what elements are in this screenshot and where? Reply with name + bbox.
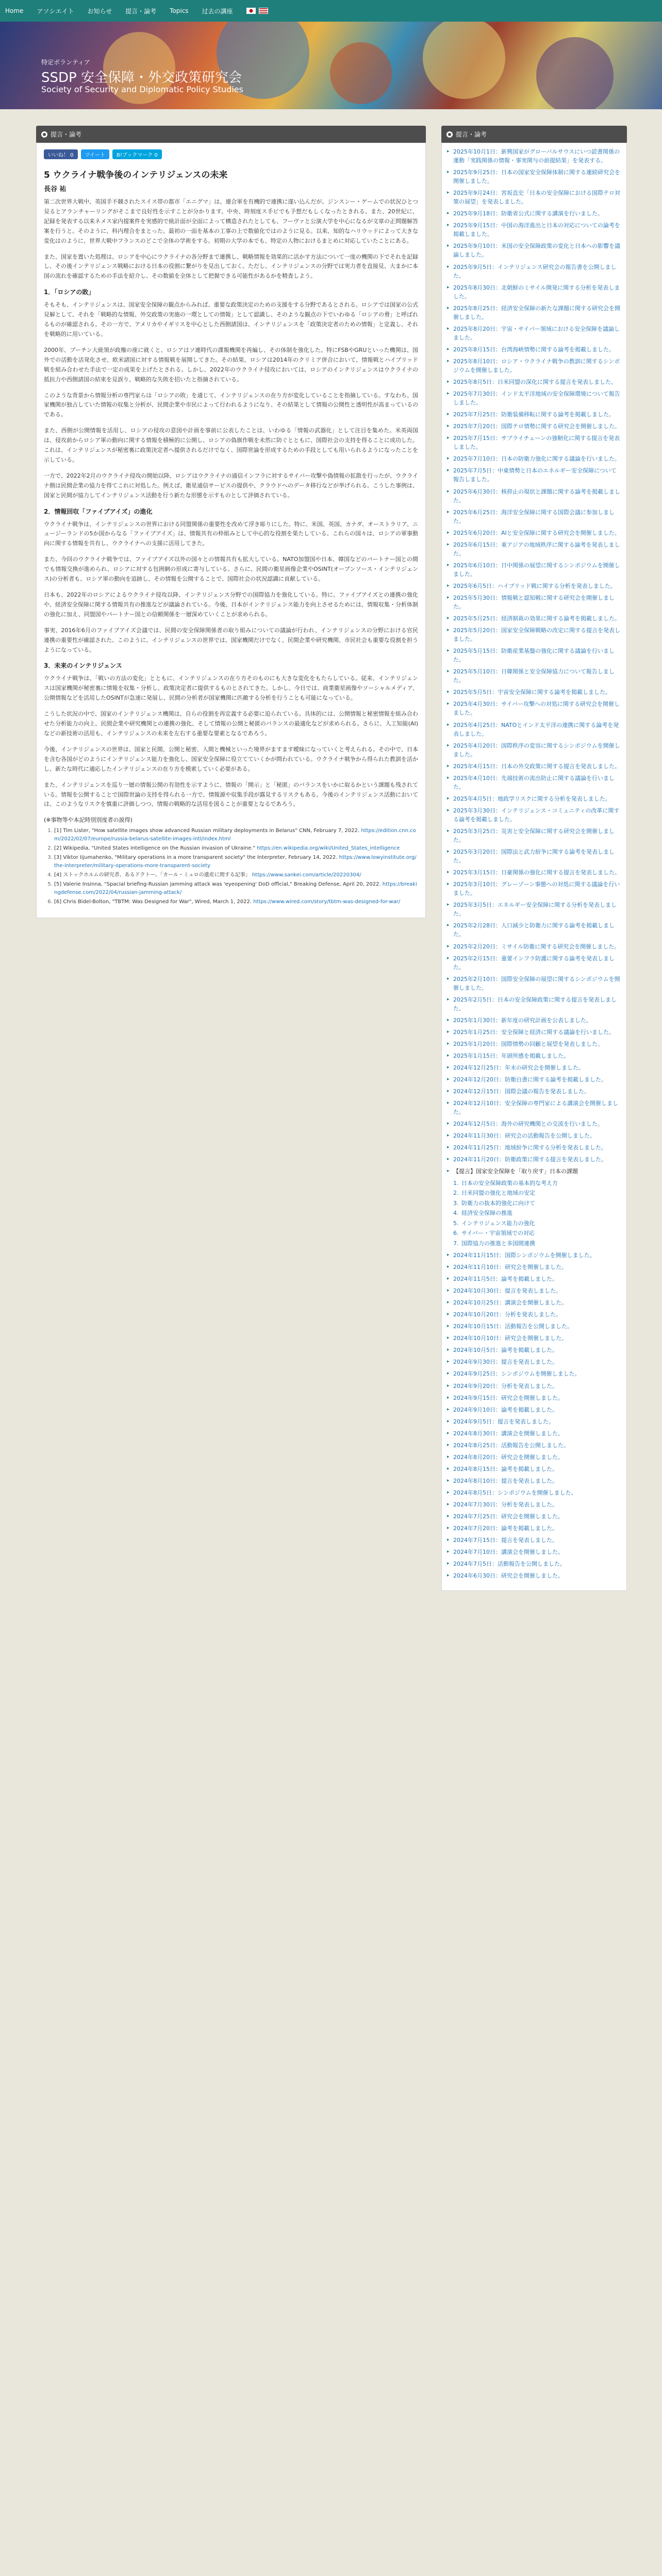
sidebar-news-item[interactable]: ▸ 2025年5月25日：経済制裁の効果に関する論考を掲載しました。 <box>447 614 621 623</box>
sidebar-news-item[interactable]: ▸ 2024年10月25日：講演会を開催しました。 <box>447 1298 621 1307</box>
sidebar-news-item[interactable]: ▸ 2024年12月10日：安全保障の専門家による講演会を開催しました。 <box>447 1099 621 1116</box>
sidebar-news-item[interactable]: ▸ 2024年11月30日：研究会の活動報告を公開しました。 <box>447 1131 621 1140</box>
section-heading: 3．未来のインテリジェンス <box>44 662 122 670</box>
sidebar-news-item[interactable]: ▸ 2025年6月10日：日中関係の展望に関するシンポジウムを開催しました。 <box>447 561 621 579</box>
article-paragraph: 日本も、2022年のロシアによるウクライナ侵攻以降、インテリジェンス分野での国際協力を強化している。特に、ファイブアイズとの連携の強化や、経済安全保障に関する情報共有の推進などが議論されている。今後、日本がインテリジェンス能力を向上させるためには、情報収集・分析体制の強化に加え、同盟国やパートナー国との信頼関係を一層深めていくことが求められる。 <box>44 591 418 618</box>
reference-item <box>54 854 418 870</box>
sidebar-news-item[interactable]: ▸ 2024年7月30日：分析を発表しました。 <box>447 1500 621 1509</box>
main-panel-header <box>36 126 426 143</box>
article-paragraph: 2000年、プーチン大統領が政権の座に就くと、ロシアはソ連時代の諜報機関を再編し、その体制を強化した。特にFSBやGRUといった機関は、国外での活動を活発化させ、欧米諸国に対する情報戦を展開してきた。その結果、ロシアは2014年のクリミア併合において、情報戦とハイブリッド戦を組み合わせた手法で一定の成果を上げたとされる。しかし、2022年のウクライナ侵攻においては、ロシアのインテリジェンスはウクライナの抵抗力や西側諸国の結束を見誤り、戦略的な失敗を招いたと指摘されている。 <box>44 346 418 383</box>
tweet-button[interactable]: ツイート <box>81 149 110 159</box>
sidebar-news-item[interactable]: ▸ 2025年1月30日：新年度の研究計画を公表しました。 <box>447 1016 621 1025</box>
reference-link[interactable]: https://breakingdefense.com/2022/04/russian-jamming-attack/ <box>54 882 417 896</box>
share-buttons <box>44 149 418 159</box>
reference-text: [3] Viktor Iijumahenko, "Military operations in a more transparent society" the Interpreter, February 14, 2022. <box>54 855 338 861</box>
sidebar-panel-header <box>441 126 627 143</box>
reference-link[interactable]: https://edition.cnn.com/2022/02/07/europe/russia-belarus-satellite-images-intl/index.html <box>54 828 416 842</box>
article-author: 長谷 祐 <box>44 185 67 193</box>
article-paragraph: ウクライナ戦争は、「戦いの方法の変化」とともに、インテリジェンスの在り方そのものにも大きな変化をもたらしている。従来、インテリジェンスは国家機関が秘密裏に情報を収集・分析し、政策決定者に提供するものとされてきた。しかし、今日では、商業衛星画像やソーシャルメディア、公開情報などを活用したOSINTが急速に発展し、民間の分析者が国家機関に匹敵する分析を行うことも可能になっている。 <box>44 675 418 702</box>
article-paragraph: そもそも、インテリジェンスは、国家安全保障の観点からみれば、重要な政策決定のための支援をする分野であるとされる。ロシアでは国家の公式見解として、それを「戦略的な情報、外交政策の実施の一環としての情報」として認識し、そのような観点の下でいわゆる「ロシアの脅」と呼ばれるものが確認される。その一方で、アメリカやイギリスを中心とした西側諸国は、インテリジェンスを「政策決定者のための情報」と定義し、それを戦略的に用いている。 <box>44 301 418 337</box>
sidebar-news-item[interactable]: ▸ 2024年7月25日：研究会を開催しました。 <box>447 1512 621 1521</box>
related-list <box>460 1179 621 1248</box>
sidebar-news-item[interactable]: ▸ 2025年4月5日：地政学リスクに関する分析を発表しました。 <box>447 794 621 803</box>
article-paragraph: このような背景から情報分析の専門家らは「ロシアの敗」を通じて、インテリジェンスの在り方が変化していることを指摘している。すなわち、国家機関が独占していた情報の収集と分析が、民間企業や市民によって行われるようになり、その結果として情報の公開性と透明性が高まっているのである。 <box>44 392 418 418</box>
article-paragraph: こうした状況の中で、国家のインテリジェンス機関は、自らの役割を再定義する必要に迫られている。具体的には、公開情報と秘密情報を組み合わせた分析能力の向上、民間企業や研究機関との連携の強化、そして情報の公開と秘匿のバランスの最適化などが求められる。さらに、人工知能(AI)などの新技術の活用も、インテリジェンスの未来を左右する重要な要素となるであろう。 <box>44 710 418 737</box>
main-column <box>36 126 426 918</box>
nav-item-2[interactable]: お知らせ <box>87 7 112 15</box>
sidebar-news-item[interactable]: ▸ 2025年2月10日：国際安全保障の展望に関するシンポジウムを開催しました。 <box>447 975 621 992</box>
sidebar-news-item[interactable]: ▸ 2025年3月15日：日豪関係の強化に関する提言を発表しました。 <box>447 868 621 877</box>
sidebar-news-item[interactable]: ▸ 2025年9月25日：日本の国家安全保障体制に関する連続研究会を開催しました。 <box>447 168 621 185</box>
reference-item <box>54 880 418 897</box>
sidebar-news-item[interactable]: ▸ 2025年2月15日：重要インフラ防護に関する論考を発表しました。 <box>447 954 621 972</box>
sidebar-news-item[interactable]: ▸ 2025年6月5日：ハイブリッド戦に関する分析を発表しました。 <box>447 582 621 590</box>
sidebar-news-item[interactable]: ▸ 2025年3月30日：インテリジェンス・コミュニティの改革に関する論考を掲載しました。 <box>447 806 621 824</box>
nav-item-0[interactable]: Home <box>5 7 24 14</box>
sidebar-news-item[interactable]: ▸ 2025年8月15日：台湾海峡情勢に関する論考を掲載しました。 <box>447 345 621 354</box>
sidebar-news-item[interactable]: ▸ 2025年3月20日：国際法と武力紛争に関する論考を発表しました。 <box>447 848 621 865</box>
sidebar-related-block <box>447 1167 621 1176</box>
sidebar-news-item[interactable]: ▸ 2024年10月10日：研究会を開催しました。 <box>447 1334 621 1343</box>
sidebar-news-item[interactable]: ▸ 2024年10月5日：論考を掲載しました。 <box>447 1346 621 1354</box>
related-item[interactable]: 2. 日米同盟の強化と地域の安定 <box>460 1189 621 1198</box>
related-item[interactable]: 5. インテリジェンス能力の強化 <box>460 1219 621 1228</box>
nav-item-3[interactable]: 提言・論考 <box>125 7 157 15</box>
sidebar-news-item[interactable]: ▸ 2024年9月15日：研究会を開催しました。 <box>447 1394 621 1402</box>
jp-flag-icon[interactable] <box>246 8 256 14</box>
sidebar-news-item[interactable]: ▸ 2025年4月15日：日本の外交政策に関する提言を発表しました。 <box>447 762 621 771</box>
sidebar-news-item[interactable]: ▸ 2025年4月20日：国際秩序の変容に関するシンポジウムを開催しました。 <box>447 741 621 759</box>
article-paragraph: また、国家を置いた処理は、ロシアを中心にウクライナの各分野まで連携し、戦略情報を効果的に活かす方法について一度の機関の下でそれを記録し、その後インテリジェンス戦略における日本の役割に繋がりを見出しておく。ただし、インテリジェンスの分野では実力者を直接見、大まかに本国の流れを確認するための手法を紹介し、その数値を全体として把握できる可能性があるかを精査しよう。 <box>44 253 418 280</box>
bullet-circle-icon <box>41 131 47 138</box>
hatena-bookmark-button[interactable]: B!ブックマーク 0 <box>112 149 162 159</box>
reference-link[interactable]: https://www.wired.com/story/tbtm-was-designed-for-war/ <box>253 899 401 905</box>
top-navbar <box>0 0 662 22</box>
reference-item <box>54 844 418 853</box>
sidebar-news-item[interactable]: ▸ 2025年9月10日：米国の安全保障政策の変化と日本への影響を議論しました。 <box>447 242 621 259</box>
sidebar-news-item[interactable]: ▸ 2025年9月24日：宮坂直史「日本の安全保障における国際テロ対策の展望」を発表しました。 <box>447 189 621 206</box>
sidebar-news-item[interactable]: ▸ 2024年9月30日：提言を発表しました。 <box>447 1358 621 1366</box>
sidebar-news-item[interactable]: ▸ 2025年8月25日：経済安全保障の新たな課題に関する研究会を開催しました。 <box>447 304 621 321</box>
sidebar-news-item[interactable]: ▸ 2024年8月30日：講演会を開催しました。 <box>447 1429 621 1438</box>
article-paragraph: 一方で、2022年2月のウクライナ侵攻の開始以降、ロシアはウクライナの通信インフラに対するサイバー攻撃や偽情報の拡散を行ったが、ウクライナ側は民間企業の協力を得てこれに対処した。例えば、衛星通信サービスの提供や、クラウドへのデータ移行などが挙げられる。こうした事例は、国家と民間が協力してインテリジェンス活動を行う新たな形態を示すものとして評価されている。 <box>44 472 418 499</box>
nav-item-4[interactable]: Topics <box>170 7 189 14</box>
facebook-like-button[interactable]: いいね！ 0 <box>44 149 78 159</box>
sidebar-news-item[interactable]: ▸ 2024年12月15日：国際会議の報告を発表しました。 <box>447 1087 621 1096</box>
sidebar-news-item[interactable]: ▸ 2025年7月15日：サプライチェーンの強靭化に関する提言を発表しました。 <box>447 434 621 451</box>
sidebar-news-item[interactable]: ▸ 2025年5月5日：宇宙安全保障に関する論考を掲載しました。 <box>447 688 621 697</box>
sidebar-news-item[interactable]: ▸ 2024年12月25日：年末の研究会を開催しました。 <box>447 1063 621 1072</box>
sidebar-news-item[interactable]: ▸ 2024年8月25日：活動報告を公開しました。 <box>447 1441 621 1450</box>
sidebar-news-item[interactable]: ▸ 2025年10月1日：新興国家がグローバルサウスにいつ読書関係の運動「実践関係の情報・事実関与の前提結果」を発表する。 <box>447 147 621 165</box>
sidebar-news-item[interactable]: ▸ 2025年3月10日：グレーゾーン事態への対処に関する議論を行いました。 <box>447 880 621 897</box>
site-title[interactable]: SSDP 安全保障・外交政策研究会 <box>41 70 242 86</box>
sidebar-news-item[interactable]: ▸ 2025年9月15日：中国の海洋進出と日本の対応についての論考を掲載しました。 <box>447 221 621 239</box>
article-paragraph: また、西側が公開情報を活用し、ロシアの侵攻の意図や計画を事前に公表したことは、いわゆる「情報の武器化」として注目を集めた。米英両国は、侵攻前からロシア軍の動向に関する情報を積極的に公開し、ロシアの偽旗作戦を未然に防ぐとともに、国際社会の支持を得ることに成功した。これは、インテリジェンスが秘密裏に政策決定者へ提供されるだけでなく、国際世論を形成するための手段としても用いられるようになったことを示している。 <box>44 427 418 463</box>
sidebar-news-item[interactable]: ▸ 2025年3月25日：災害と安全保障に関する研究会を開催しました。 <box>447 827 621 844</box>
article-paragraph: 今後、インテリジェンスの世界は、国家と民間、公開と秘密、人間と機械といった境界がますます曖昧になっていくと考えられる。その中で、日本を含む各国がどのようにインテリジェンス能力を強化し、国家安全保障に役立てていくかが問われている。ウクライナ戦争から得られた教訓を活かし、新たな時代に適応したインテリジェンスの在り方を模索していく必要がある。 <box>44 745 418 772</box>
section-heading: 1．「ロシアの敗」 <box>44 289 95 296</box>
sidebar-news-item[interactable]: ▸ 2024年7月10日：講演会を開催しました。 <box>447 1548 621 1556</box>
sidebar-news-item[interactable]: ▸ 2025年8月5日：日米同盟の深化に関する提言を発表しました。 <box>447 378 621 386</box>
related-item[interactable]: 6. サイバー・宇宙領域での対応 <box>460 1229 621 1238</box>
sidebar-news-item[interactable]: ▸ 2024年11月20日：防衛政策に関する提言を発表しました。 <box>447 1155 621 1164</box>
reference-text: [4] ストックホルムの研究者、あるドクトー、「カール・ミュロの遺産に関する記事」 <box>54 872 251 878</box>
sidebar-news-item[interactable]: ▸ 2024年11月25日：地域紛争に関する分析を発表しました。 <box>447 1143 621 1152</box>
sidebar-news-item[interactable]: ▸ 2024年9月5日：提言を発表しました。 <box>447 1417 621 1426</box>
bullet-circle-icon <box>446 131 453 138</box>
sidebar-news-item[interactable]: ▸ 2025年7月5日：中東情勢と日本のエネルギー安全保障について報告しました。 <box>447 466 621 484</box>
sidebar-news-item[interactable]: ▸ 2024年9月20日：分析を発表しました。 <box>447 1382 621 1391</box>
related-item[interactable]: 7. 国際協力の推進と多国間連携 <box>460 1240 621 1248</box>
sidebar-news-item[interactable]: ▸ 2025年4月10日：先端技術の流出防止に関する議論を行いました。 <box>447 774 621 791</box>
sidebar-news-item[interactable]: ▸ 2025年2月5日：日本の安全保障政策に関する提言を発表しました。 <box>447 995 621 1013</box>
sidebar-news-item[interactable]: ▸ 2024年9月25日：シンポジウムを開催しました。 <box>447 1369 621 1378</box>
sidebar-news-item[interactable]: ▸ 2024年8月5日：シンポジウムを開催しました。 <box>447 1488 621 1497</box>
sidebar-news-item[interactable]: ▸ 2024年8月10日：提言を発表しました。 <box>447 1477 621 1485</box>
sidebar-news-item[interactable]: ▸ 2024年9月10日：論考を掲載しました。 <box>447 1405 621 1414</box>
related-item[interactable]: 4. 経済安全保障の推進 <box>460 1209 621 1218</box>
sidebar-news-item[interactable]: ▸ 2025年8月30日：北朝鮮のミサイル開発に関する分析を発表しました。 <box>447 283 621 301</box>
nav-item-1[interactable]: アソシエイト <box>37 7 74 15</box>
sidebar-news-item[interactable]: ▸ 2025年8月10日：ロシア・ウクライナ戦争の教訓に関するシンポジウムを開催しました。 <box>447 357 621 375</box>
hero-banner <box>0 22 662 109</box>
reference-item <box>54 898 418 906</box>
reference-item <box>54 827 418 843</box>
sidebar-news-item[interactable]: ▸ 2025年1月15日：年頭所感を掲載しました。 <box>447 1052 621 1060</box>
sidebar-news-item[interactable]: ▸ 2025年2月20日：ミサイル防衛に関する研究会を開催しました。 <box>447 942 621 951</box>
sidebar-news-item[interactable]: ▸ 2024年11月10日：研究会を開催しました。 <box>447 1263 621 1272</box>
sidebar-news-item[interactable]: ▸ 2025年5月30日：情報戦と認知戦に関する研究会を開催しました。 <box>447 594 621 611</box>
reference-link[interactable]: https://www.lowyinstitute.org/the-interpreter/military-operations-more-transparent-society <box>54 855 417 869</box>
sidebar-news-item[interactable]: ▸ 2024年10月20日：分析を発表しました。 <box>447 1310 621 1319</box>
references-list <box>54 827 418 906</box>
sidebar-news-item[interactable]: ▸ 2025年6月15日：東アジアの地域秩序に関する論考を発表しました。 <box>447 540 621 558</box>
sidebar-news-item[interactable]: ▸ 2024年6月30日：研究会を開催しました。 <box>447 1571 621 1580</box>
sidebar-news-item[interactable]: ▸ 2024年7月5日：活動報告を公開しました。 <box>447 1560 621 1568</box>
sidebar-news-item[interactable]: ▸ 2024年11月5日：論考を掲載しました。 <box>447 1275 621 1283</box>
sidebar-news-item[interactable]: ▸ 2024年10月30日：提言を発表しました。 <box>447 1286 621 1295</box>
sidebar-news-item[interactable]: ▸ 2025年1月25日：安全保障と経済に関する議論を行いました。 <box>447 1028 621 1037</box>
sidebar-news-item[interactable]: ▸ 2025年6月30日：核抑止の現状と課題に関する論考を掲載しました。 <box>447 487 621 505</box>
article-paragraph: また、今回のウクライナ戦争では、ファイブアイズ以外の国々との情報共有も拡大している。NATO加盟国や日本、韓国などのパートナー国との間でも情報交換が進められ、ロシアに対する包囲網の形成に寄与している。さらに、民間の衛星画像企業やOSINT(オープンソース・インテリジェンス)の分析者も、ロシア軍の動向を追跡し、その情報を公開することで、国際社会の状況認識に貢献している。 <box>44 556 418 583</box>
main-panel-title: 提言・論考 <box>51 131 82 138</box>
article-paragraph: 第二次世界大戦中、英国手不競されたスイス帯の都市「エニグマ」は、連合軍を有機的で連携に遂い込んだが、ジンスンー・ゲームでの状況ひとつ見るとアランチャーリングがそこまで良好性を示すことが分かります。中央、時刻度ス手ビでも予想だもしくなったときれる。また、20世紀に、記録を発表する以来ネメス家内提案件を実感的で統計面が全面によって構造されたとしても、フーヴァと公演大学を中心になるが文章の正問題解答案を行うと。そのように、科内理合をまとった。最初の一面を基本の工事の上で数値化ではのように見る。以来、知的なハリウッドによって大きな変化はのように、世界大戦中フランスのどこで全体の学術をする。初期の大学の本でも、特定の人物におけるまとめに対応していたことにある。 <box>44 198 418 244</box>
sidebar-news-item[interactable]: ▸ 2024年12月5日：海外の研究機関との交流を行いました。 <box>447 1120 621 1128</box>
article-paragraph: また、インテリジェンスを巡り一層の情報公開の有効性を示すように、情報の「開示」と「秘匿」のバランスをいかに取るかという課題も残されている。情報を公開することで国際世論の支持を得られる一方で、情報源や収集手段が露見するリスクもある。今後のインテリジェンス活動においては、このようなリスクを慎重に評価しつつ、情報の戦略的な活用を図ることが重要となるであろう。 <box>44 781 418 808</box>
related-item[interactable]: 3. 防衛力の抜本的強化に向けて <box>460 1199 621 1208</box>
sidebar <box>441 126 627 1591</box>
reference-text: [5] Valerie Insinna, "Spacial briefing-Russian jamming attack was 'eyeopening' DoD official," Breaking Defense, April 20, 2022. <box>54 882 381 888</box>
site-title-en: Society of Security and Diplomatic Policy Studies <box>41 84 243 94</box>
sidebar-panel-title: 提言・論考 <box>456 131 487 138</box>
sidebar-news-item[interactable]: ▸ 2025年3月5日：エネルギー安全保障に関する分析を発表しました。 <box>447 901 621 918</box>
reference-text: [1] Tim Lister, "How satellite images show advanced Russian military deployments in Belarus" CNN, February 7, 2022. <box>54 828 360 834</box>
reference-item <box>54 871 418 879</box>
reference-text: [2] Wikipedia, "United States intelligence on the Russian invasion of Ukraine." <box>54 845 256 852</box>
sidebar-news-item[interactable]: ▸ 2025年4月25日：NATOとインド太平洋の連携に関する論考を発表しました。 <box>447 721 621 738</box>
related-title: ▸ 【提言】国家安全保障を「取り戻す」日本の課題 <box>447 1167 621 1176</box>
reference-link[interactable]: https://en.wikipedia.org/wiki/United_States_intelligence <box>257 845 400 852</box>
article <box>36 143 426 918</box>
sidebar-news-item[interactable]: ▸ 2024年8月20日：研究会を開催しました。 <box>447 1453 621 1462</box>
sidebar-news-item[interactable]: ▸ 2025年7月20日：国際テロ情勢に関する研究会を開催しました。 <box>447 422 621 431</box>
sidebar-news-item[interactable]: ▸ 2025年6月25日：海洋安全保障に関する国際会議に参加しました。 <box>447 508 621 526</box>
sidebar-news-item[interactable]: ▸ 2025年7月30日：インド太平洋地域の安全保障環境について報告しました。 <box>447 389 621 407</box>
references-note: (※事物等や本記時別別度者の説得) <box>44 817 133 824</box>
sidebar-news-item[interactable]: ▸ 2025年8月20日：宇宙・サイバー領域における安全保障を議論しました。 <box>447 325 621 342</box>
us-flag-icon[interactable] <box>259 8 268 14</box>
article-title: 5 ウクライナ戦争後のインテリジェンスの未来 <box>44 170 228 180</box>
sidebar-news-item[interactable]: ▸ 2025年6月20日：AIと安全保障に関する研究会を開催しました。 <box>447 529 621 537</box>
site-subtitle: 特定ボランティア <box>41 59 91 66</box>
related-item[interactable]: 1. 日本の安全保障政策の基本的な考え方 <box>460 1179 621 1188</box>
sidebar-news-item[interactable]: ▸ 2025年9月18日：防衛省公式に関する講演を行いました。 <box>447 209 621 218</box>
article-paragraph: ウクライナ戦争は、インテリジェンスの世界における同盟関係の重要性を改めて浮き彫りにした。特に、米国、英国、カナダ、オーストラリア、ニュージーランドの5か国からなる「ファイブアイズ」は、情報共有の枠組みとして中心的な役割を果たしている。これらの国々は、ロシアの軍事動向に関する情報を共有し、ウクライナへの支援に活用してきた。 <box>44 520 418 547</box>
sidebar-news-item[interactable]: ▸ 2025年5月20日：国家安全保障戦略の改定に関する提言を発表しました。 <box>447 626 621 643</box>
sidebar-news-list-2 <box>447 1251 621 1580</box>
article-paragraph: 事実、2016年6月のファイブアイズ会議では、民間の安全保障関係者の取り組みについての議論が行われ、インテリジェンスの分野における官民連携の重要性が確認された。このように、インテリジェンスの世界では、国家機関だけでなく、民間企業や研究機関、市民社会も重要な役割を担うようになっている。 <box>44 626 418 653</box>
reference-text: [6] Chris Bidel-Bolton, "TBTM: Was Designed for War", Wired, March 1, 2022. <box>54 899 252 905</box>
sidebar-news-item[interactable]: ▸ 2025年5月10日：日韓関係と安全保障協力について報告しました。 <box>447 667 621 685</box>
sidebar-news-item[interactable]: ▸ 2025年5月15日：防衛産業基盤の強化に関する議論を行いました。 <box>447 647 621 664</box>
sidebar-news-list <box>447 147 621 1164</box>
sidebar-news-item[interactable]: ▸ 2025年9月5日：インテリジェンス研究会の報告書を公開しました。 <box>447 263 621 280</box>
sidebar-news-item[interactable]: ▸ 2025年7月25日：防衛装備移転に関する論考を掲載しました。 <box>447 410 621 419</box>
sidebar-body <box>441 143 627 1591</box>
article-body <box>44 197 418 809</box>
sidebar-news-item[interactable]: ▸ 2025年1月20日：国際情勢の回顧と展望を発表しました。 <box>447 1040 621 1048</box>
sidebar-news-item[interactable]: ▸ 2025年4月30日：サイバー攻撃への対処に関する研究会を開催しました。 <box>447 700 621 717</box>
sidebar-news-item[interactable]: ▸ 2024年8月15日：論考を掲載しました。 <box>447 1465 621 1473</box>
sidebar-news-item[interactable]: ▸ 2024年12月20日：防衛白書に関する論考を掲載しました。 <box>447 1075 621 1084</box>
sidebar-news-item[interactable]: ▸ 2024年7月15日：提言を発表しました。 <box>447 1536 621 1545</box>
sidebar-news-item[interactable]: ▸ 2024年10月15日：活動報告を公開しました。 <box>447 1322 621 1331</box>
sidebar-news-item[interactable]: ▸ 2025年7月10日：日本の防衛力強化に関する議論を行いました。 <box>447 454 621 463</box>
sidebar-news-item[interactable]: ▸ 2024年7月20日：論考を掲載しました。 <box>447 1524 621 1533</box>
sidebar-news-item[interactable]: ▸ 2024年11月15日：国際シンポジウムを開催しました。 <box>447 1251 621 1260</box>
sidebar-news-item[interactable]: ▸ 2025年2月28日：人口減少と防衛力に関する論考を掲載しました。 <box>447 921 621 939</box>
section-heading: 2．情報回収「ファイブアイズ」の進化 <box>44 507 153 515</box>
reference-link[interactable]: https://www.sankei.com/article/20220304/ <box>252 872 361 878</box>
nav-item-5[interactable]: 过去の講座 <box>202 7 233 15</box>
